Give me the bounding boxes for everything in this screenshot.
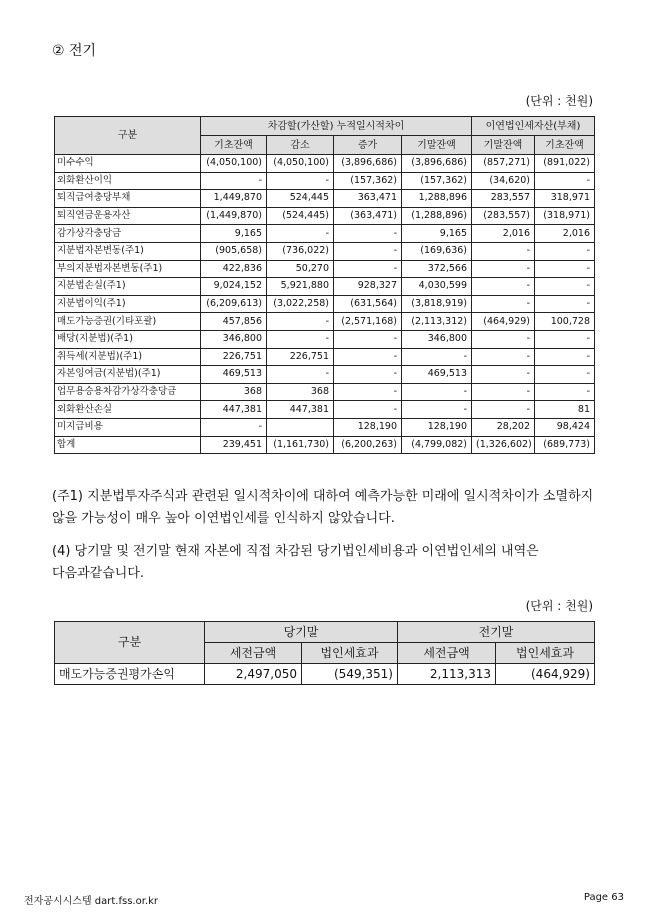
cell-value: (34,620): [472, 172, 535, 190]
row-label: 부의지분법자본변동(주1): [55, 260, 201, 278]
row-label: 매도가능증권평가손익: [55, 664, 205, 685]
cell-value: -: [334, 401, 402, 419]
cell-value: 447,381: [201, 401, 267, 419]
cell-value: -: [472, 383, 535, 401]
cell-value: (549,351): [302, 664, 398, 685]
cell-value: (905,658): [201, 242, 267, 260]
row-label: 지분법이익(주1): [55, 295, 201, 313]
cell-value: 318,971: [535, 190, 595, 208]
cell-value: (891,022): [535, 155, 595, 173]
cell-value: -: [267, 172, 334, 190]
table-row: [55, 418, 595, 436]
cell-value: 2,113,313: [398, 664, 496, 685]
cell-value: [267, 418, 334, 436]
cell-value: -: [402, 348, 472, 366]
column-header: 기말잔액: [402, 136, 472, 155]
column-header: 기말잔액: [472, 136, 535, 155]
current-period-header: 당기말: [205, 622, 398, 643]
cell-value: -: [334, 348, 402, 366]
cell-value: -: [334, 383, 402, 401]
table-row: [55, 348, 595, 366]
row-label: 업무용승용차감가상각충당금: [55, 383, 201, 401]
unit-label: (단위 : 천원): [525, 94, 593, 108]
cell-value: -: [472, 278, 535, 296]
cell-value: -: [201, 418, 267, 436]
column-header: 법인세효과: [496, 643, 595, 664]
cell-value: (524,445): [267, 207, 334, 225]
cell-value: (857,271): [472, 155, 535, 173]
cell-value: 4,030,599: [402, 278, 472, 296]
cell-value: -: [402, 383, 472, 401]
row-label: 미수수익: [55, 155, 201, 173]
cell-value: (631,564): [334, 295, 402, 313]
cell-value: (736,022): [267, 242, 334, 260]
unit-label-2: (단위 : 천원): [525, 599, 593, 613]
cell-value: -: [535, 366, 595, 384]
cell-value: 2,016: [472, 225, 535, 243]
cell-value: -: [535, 330, 595, 348]
table-row: [55, 436, 595, 454]
cell-value: -: [334, 242, 402, 260]
note-1: (주1) 지분법투자주식과 관련된 일시적차이에 대하여 예측가능한 미래에 일시적차이가 소멸하지 않을 가능성이 매우 높아 이연법인세를 인식하지 않았습니다.: [52, 489, 594, 526]
table-row: [55, 155, 595, 173]
cell-value: (6,209,613): [201, 295, 267, 313]
cell-value: 9,024,152: [201, 278, 267, 296]
cell-value: -: [472, 260, 535, 278]
equity-tax-table: [54, 621, 595, 685]
row-label: 퇴직연금운용자산: [55, 207, 201, 225]
cell-value: 5,921,880: [267, 278, 334, 296]
cell-value: 283,557: [472, 190, 535, 208]
column-header: 기초잔액: [535, 136, 595, 155]
table-row: [55, 190, 595, 208]
cell-value: -: [535, 242, 595, 260]
row-label: 감가상각충당금: [55, 225, 201, 243]
row-label: 취득세(지분법)(주1): [55, 348, 201, 366]
row-label: 미지급비용: [55, 418, 201, 436]
table-row: [55, 172, 595, 190]
cell-value: -: [267, 366, 334, 384]
cell-value: 368: [201, 383, 267, 401]
category-header: 구분: [55, 117, 201, 155]
page-number: Page 63: [583, 892, 624, 903]
row-label: 외화환산이익: [55, 172, 201, 190]
column-header: 세전금액: [205, 643, 302, 664]
deferred-tax-table-prior: [54, 116, 595, 454]
table-row: [55, 295, 595, 313]
cell-value: (3,896,686): [334, 155, 402, 173]
cell-value: 447,381: [267, 401, 334, 419]
cell-value: (1,449,870): [201, 207, 267, 225]
cell-value: -: [535, 348, 595, 366]
cell-value: (6,200,263): [334, 436, 402, 454]
cell-value: 9,165: [402, 225, 472, 243]
cell-value: -: [535, 383, 595, 401]
row-label: 매도가능증권(기타포괄): [55, 313, 201, 331]
cell-value: -: [472, 330, 535, 348]
cell-value: -: [472, 242, 535, 260]
table-row: [55, 207, 595, 225]
cell-value: (2,113,312): [402, 313, 472, 331]
cell-value: (169,636): [402, 242, 472, 260]
cell-value: 422,836: [201, 260, 267, 278]
table-row: [55, 242, 595, 260]
table-row: [55, 366, 595, 384]
cell-value: 457,856: [201, 313, 267, 331]
cell-value: -: [334, 366, 402, 384]
cell-value: 469,513: [201, 366, 267, 384]
cell-value: 226,751: [201, 348, 267, 366]
cell-value: -: [535, 295, 595, 313]
row-label: 합계: [55, 436, 201, 454]
cell-value: (363,471): [334, 207, 402, 225]
cell-value: -: [334, 260, 402, 278]
cell-value: -: [535, 278, 595, 296]
cell-value: 100,728: [535, 313, 595, 331]
cell-value: 1,449,870: [201, 190, 267, 208]
section-title: ② 전기: [52, 43, 97, 59]
column-header: 감소: [267, 136, 334, 155]
cell-value: -: [267, 330, 334, 348]
cell-value: -: [201, 172, 267, 190]
cell-value: (318,971): [535, 207, 595, 225]
footer-source: 전자공시시스템 dart.fss.or.kr: [24, 896, 158, 907]
cell-value: -: [472, 401, 535, 419]
table-row: [55, 664, 595, 685]
cell-value: 128,190: [402, 418, 472, 436]
column-header: 증가: [334, 136, 402, 155]
column-header: 기초잔액: [201, 136, 267, 155]
cell-value: (157,362): [334, 172, 402, 190]
cell-value: 928,327: [334, 278, 402, 296]
cell-value: -: [334, 225, 402, 243]
cell-value: (3,818,919): [402, 295, 472, 313]
cell-value: -: [535, 172, 595, 190]
table-row: [55, 401, 595, 419]
column-header: 세전금액: [398, 643, 496, 664]
cell-value: -: [472, 348, 535, 366]
cell-value: 368: [267, 383, 334, 401]
cell-value: 226,751: [267, 348, 334, 366]
row-label: 자본잉여금(지분법)(주1): [55, 366, 201, 384]
cell-value: -: [472, 366, 535, 384]
cell-value: 346,800: [201, 330, 267, 348]
deferred-tax-group-header: 이연법인세자산(부채): [472, 117, 595, 136]
cell-value: (4,799,082): [402, 436, 472, 454]
table-row: [55, 313, 595, 331]
table-row: [55, 278, 595, 296]
cell-value: (4,050,100): [267, 155, 334, 173]
cell-value: (2,571,168): [334, 313, 402, 331]
cell-value: 2,497,050: [205, 664, 302, 685]
cell-value: (1,326,602): [472, 436, 535, 454]
cell-value: 98,424: [535, 418, 595, 436]
cell-value: (3,022,258): [267, 295, 334, 313]
cell-value: -: [334, 330, 402, 348]
category-header-2: 구분: [55, 622, 205, 664]
cell-value: 239,451: [201, 436, 267, 454]
cell-value: 50,270: [267, 260, 334, 278]
row-label: 지분법자본변동(주1): [55, 242, 201, 260]
row-label: 외화환산손실: [55, 401, 201, 419]
table-row: [55, 260, 595, 278]
cell-value: -: [267, 313, 334, 331]
cell-value: 9,165: [201, 225, 267, 243]
row-label: 배당(지분법)(주1): [55, 330, 201, 348]
temp-diff-group-header: 차감할(가산할) 누적일시적차이: [201, 117, 472, 136]
cell-value: 346,800: [402, 330, 472, 348]
cell-value: 128,190: [334, 418, 402, 436]
column-header: 법인세효과: [302, 643, 398, 664]
cell-value: -: [402, 401, 472, 419]
cell-value: 524,445: [267, 190, 334, 208]
cell-value: (157,362): [402, 172, 472, 190]
cell-value: -: [472, 295, 535, 313]
cell-value: (689,773): [535, 436, 595, 454]
cell-value: -: [535, 260, 595, 278]
cell-value: 81: [535, 401, 595, 419]
cell-value: 469,513: [402, 366, 472, 384]
cell-value: (4,050,100): [201, 155, 267, 173]
cell-value: (3,896,686): [402, 155, 472, 173]
table-row: [55, 225, 595, 243]
cell-value: 372,566: [402, 260, 472, 278]
row-label: 퇴직급여충당부채: [55, 190, 201, 208]
table-row: [55, 383, 595, 401]
prior-period-header: 전기말: [398, 622, 595, 643]
cell-value: (1,288,896): [402, 207, 472, 225]
row-label: 지분법손실(주1): [55, 278, 201, 296]
cell-value: (1,161,730): [267, 436, 334, 454]
cell-value: (464,929): [496, 664, 595, 685]
cell-value: 2,016: [535, 225, 595, 243]
cell-value: (283,557): [472, 207, 535, 225]
cell-value: 363,471: [334, 190, 402, 208]
note-2: (4) 당기말 및 전기말 현재 자본에 직접 차감된 당기법인세비용과 이연법인세의 내역은 다음과같습니다.: [52, 544, 539, 581]
cell-value: 28,202: [472, 418, 535, 436]
cell-value: (464,929): [472, 313, 535, 331]
cell-value: -: [267, 225, 334, 243]
cell-value: 1,288,896: [402, 190, 472, 208]
table-row: [55, 330, 595, 348]
